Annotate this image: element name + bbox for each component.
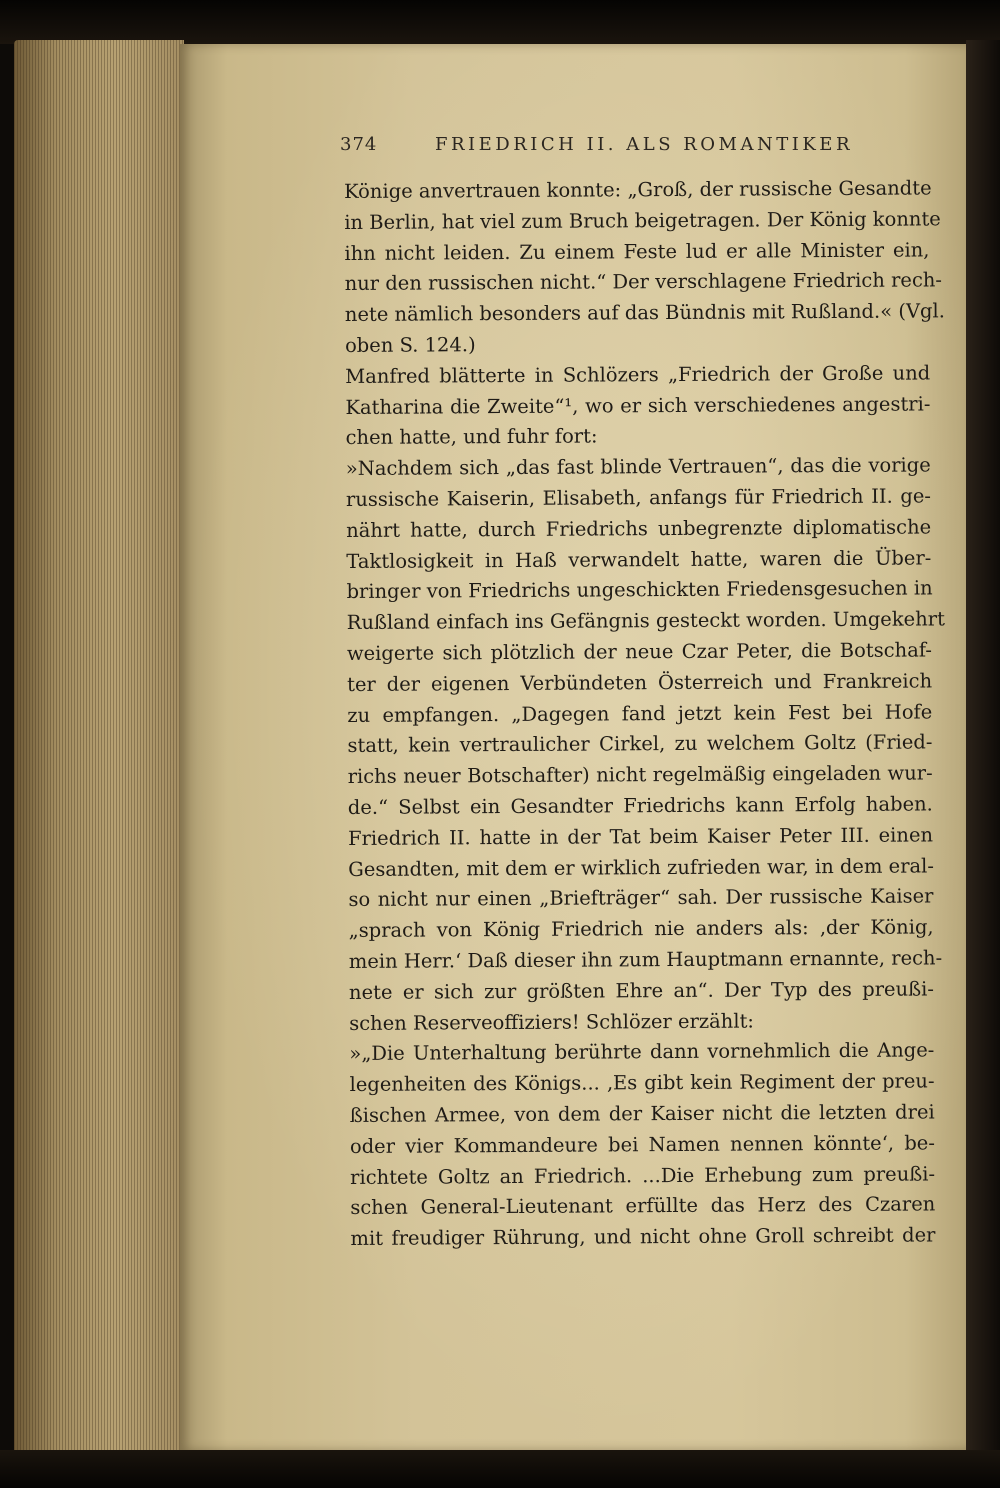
text-line: legenheiten des Königs... ‚Es gibt kein Regiment der preu- [349,1069,935,1097]
text-line: ihn nicht leiden. Zu einem Feste lud er alle Minister ein, [344,238,930,265]
text-line: oben S. 124.) [344,333,476,357]
text-line: ßischen Armee, von dem der Kaiser nicht die letzten drei [349,1100,935,1127]
page-number: 374 [340,134,378,155]
text-line: »„Die Unterhaltung berührte dann vornehmlich die Ange- [349,1038,935,1066]
text-line: statt, kein vertraulicher Cirkel, zu welchem Goltz (Fried- [347,730,933,758]
book-page [180,44,968,1450]
text-line: bringer von Friedrichs ungeschickten Friedensgesuchen in [346,576,933,604]
text-line: richs neuer Botschafter) nicht regelmäßig eingeladen wur- [347,761,933,789]
text-line: mein Herr.‘ Daß dieser ihn zum Hauptmann ernannte, rech- [348,946,943,973]
text-line: so nicht nur einen „Briefträger“ sah. Der russische Kaiser [348,884,934,912]
text-line: de.“ Selbst ein Gesandter Friedrichs kann Erfolg haben. [347,792,933,819]
text-line: in Berlin, hat viel zum Bruch beigetragen. Der König konnte [344,207,941,234]
text-line: Rußland einfach ins Gefängnis gesteckt worden. Umgekehrt [346,607,945,635]
running-head [340,134,853,164]
text-line: nete nämlich besonders auf das Bündnis mit Rußland.« (Vgl. [344,299,945,327]
text-line: richtete Goltz an Friedrich. ...Die Erhebung zum preußi- [350,1161,936,1189]
text-line: schen Reserveoffiziers! Schlözer erzählt: [349,1009,755,1035]
text-line: mit freudiger Rührung, und nicht ohne Groll schreibt der [350,1223,936,1251]
text-line: Gesandten, mit dem er wirklich zufrieden war, in dem eral- [348,853,935,881]
body-text [344,173,945,1254]
text-line: nur den russischen nicht.“ Der verschlagene Friedrich rech- [344,268,943,296]
text-line: Katharina die Zweite“¹, wo er sich verschiedenes angestri- [345,392,931,419]
chapter-title: FRIEDRICH II. ALS ROMANTIKER [435,134,853,155]
next-page-edge [966,40,1000,1460]
book-page-edges [14,40,184,1460]
text-line: ter der eigenen Verbündeten Österreich und Frankreich [347,669,933,696]
text-line: Könige anvertrauen konnte: „Groß, der russische Gesandte [344,176,932,203]
text-line: Taktlosigkeit in Haß verwandelt hatte, waren die Über- [346,545,932,573]
text-line: Friedrich II. hatte in der Tat beim Kaiser Peter III. einen [347,823,934,850]
text-line: zu empfangen. „Dagegen fand jetzt kein Fest bei Hofe [347,699,933,727]
text-line: nete er sich zur größten Ehre an“. Der Typ des preußi- [348,977,935,1004]
text-line: oder vier Kommandeure bei Namen nennen könnte‘, be- [349,1131,935,1158]
top-shadow [0,0,1000,44]
text-line: »Nachdem sich „das fast blinde Vertrauen“, das die vorige [345,453,931,481]
text-line: chen hatte, und fuhr fort: [345,424,598,450]
text-line: Manfred blätterte in Schlözers „Friedrich der Große und [345,361,931,388]
text-line: nährt hatte, durch Friedrichs unbegrenzte diplomatische [346,515,932,542]
text-line: russische Kaiserin, Elisabeth, anfangs für Friedrich II. ge- [345,484,932,511]
text-line: „sprach von König Friedrich nie anders als: ‚der König, [348,915,934,943]
bottom-shadow [0,1450,1000,1488]
text-line: schen General-Lieutenant erfüllte das Herz des Czaren [350,1192,936,1220]
text-line: weigerte sich plötzlich der neue Czar Peter, die Botschaf- [346,638,932,665]
